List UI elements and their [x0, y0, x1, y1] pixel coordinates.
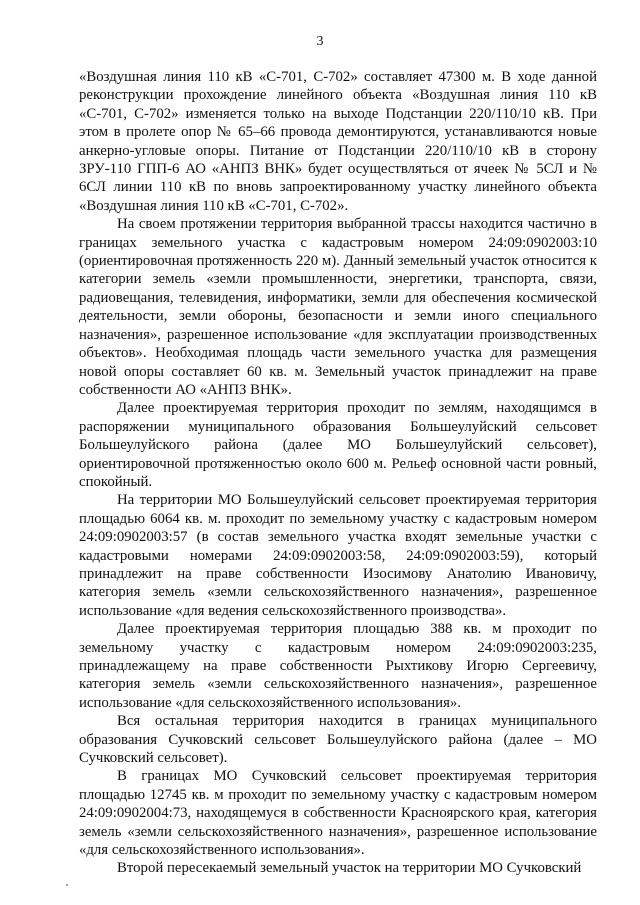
- paragraph-1: «Воздушная линия 110 кВ «С-701, С-702» составляет 47300 м. В ходе данной реконструкции прохождение линейного объекта «Воздушная линия 110 кВ «С-701, С-702» изменяется только на выходе Подстанции 220/110/10 кВ. При этом в пролете опор № 65–66 провода демонтируются, устанавливаются новые анкерно-угловые опоры. Питание от Подстанции 220/110/10 кВ в сторону ЗРУ-110 ГПП-6 АО «АНПЗ ВНК» будет осуществляться от ячеек № 5СЛ и № 6СЛ линии 110 кВ по вновь запроектированному участку линейного объекта «Воздушная линия 110 кВ «С-701, С-702».: [79, 69, 597, 214]
- paragraph-7: В границах МО Сучковский сельсовет проектируемая территория площадью 12745 кв. м проходит по земельному участку с кадастровым номером 24:09:0902004:73, находящемуся в собственности Красноярского края, категория земель «земли сельскохозяйственного назначения», разрешенное использование «для сельскохозяйственного использования».: [79, 768, 597, 859]
- paragraph-5: Далее проектируемая территория площадью 388 кв. м проходит по земельному участку с кадастровым номером 24:09:0902003:235, принадлежащему на праве собственности Рыхтикову Игорю Сергеевичу, категория земель «земли сельскохозяйственного назначения», разрешенное использование «для сельскохозяйственного использования».: [79, 621, 597, 711]
- paragraph-2: На своем протяжении территория выбранной трассы находится частично в границах земельного участка с кадастровым номером 24:09:0902003:10 (ориентировочная протяженность 220 м). Данный земельный участок относится к категории земель «земли промышленности, энергетики, транспорта, связи, радиовещания, телевидения, информатики, земли для обеспечения космической деятельности, земли обороны, безопасности и земли иного специального назначения», разрешенное использование «для эксплуатации производственных объектов». Необходимая площадь части земельного участка для размещения новой опоры составляет 60 кв. м. Земельный участок принадлежит на праве собственности АО «АНПЗ ВНК».: [79, 216, 597, 398]
- paragraph-4: На территории МО Большеулуйский сельсовет проектируемая территория площадью 6064 кв. м. проходит по земельному участку с кадастровым номером 24:09:0902003:57 (в состав земельного участка входят земельные участки с кадастровыми номерами 24:09:0902003:58, 24:09:0902003:59), который принадлежит на праве собственности Изосимову Анатолию Ивановичу, категория земель «земли сельскохозяйственного назначения», разрешенное использование «для ведения сельскохозяйственного производства».: [79, 492, 597, 619]
- page-number: 3: [316, 34, 324, 49]
- paragraph-8: Второй пересекаемый земельный участок на территории МО Сучковский: [117, 860, 582, 877]
- paragraph-6: Вся остальная территория находится в границах муниципального образования Сучковский сельсовет Большеулуйского района (далее – МО Сучковский сельсовет).: [79, 713, 597, 767]
- document-body: [79, 68, 597, 878]
- paragraph-3: Далее проектируемая территория проходит по землям, находящимся в распоряжении муниципального образования Большеулуйский сельсовет Большеулуйского района (далее МО Большеулуйский сельсовет), ориентировочной протяженностью около 600 м. Рельеф основной части ровный, спокойный.: [79, 400, 597, 490]
- scan-speck: [66, 884, 68, 886]
